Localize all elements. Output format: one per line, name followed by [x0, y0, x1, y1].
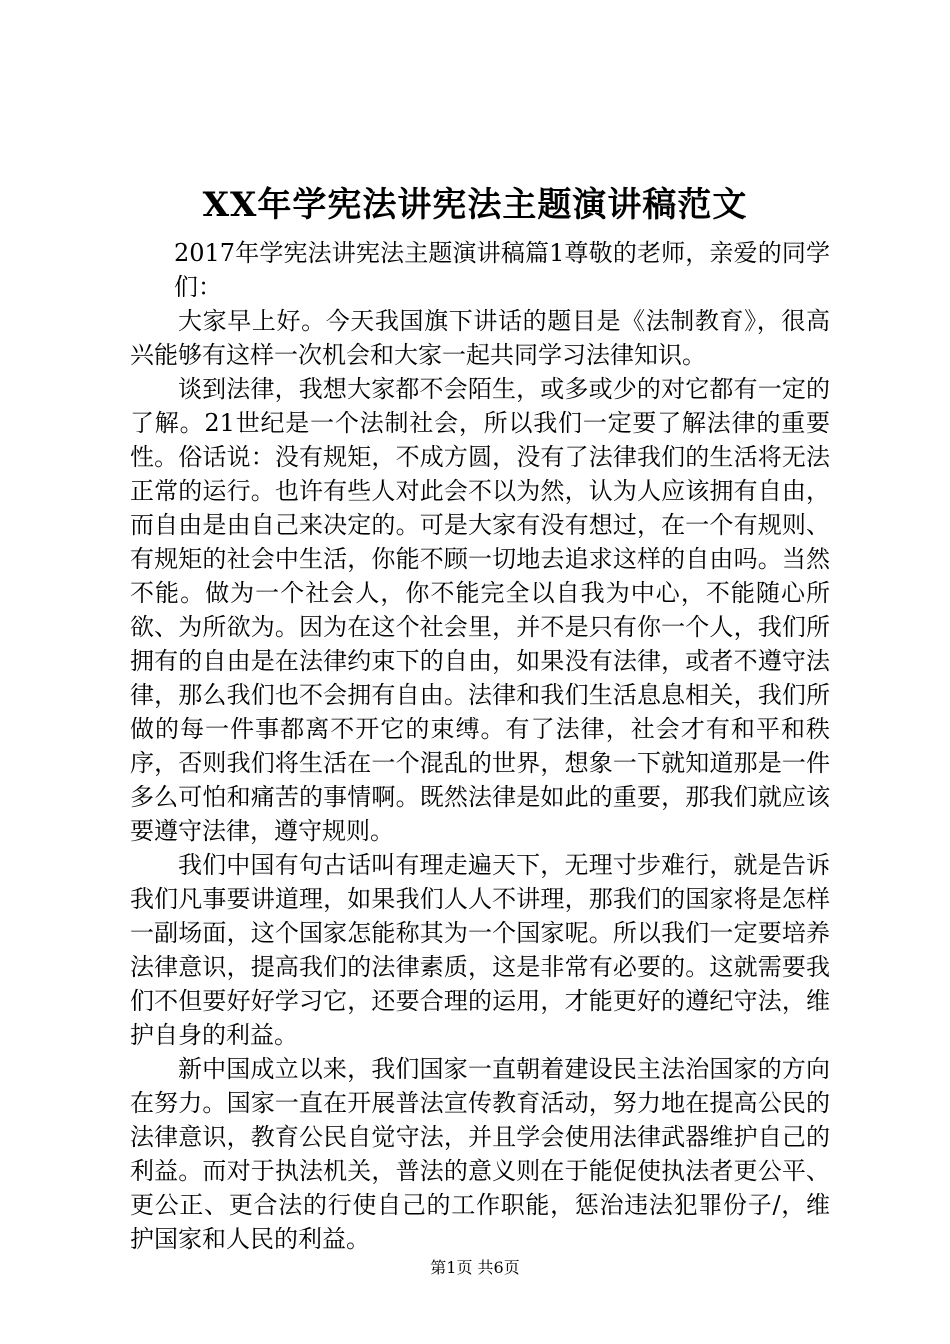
document-title: XX年学宪法讲宪法主题演讲稿范文 [202, 185, 748, 225]
page-number: 第1页 共6页 [430, 1258, 520, 1277]
body-paragraph: 新中国成立以来，我们国家一直朝着建设民主法治国家的方向在努力。国家一直在开展普法宣传教育活动，努力地在提高公民的法律意识，教育公民自觉守法，并且学会使用法律武器维护自己的利益。而对于执法机关，普法的意义则在于能促使执法者更公平、更公正、更合法的行使自己的工作职能，惩治违法犯罪份子/，维护国家和人民的利益。 [130, 1055, 830, 1253]
opening-paragraph: 2017年学宪法讲宪法主题演讲稿篇1尊敬的老师，亲爱的同学们： [174, 239, 830, 301]
document-body [130, 236, 830, 1256]
body-paragraph: 谈到法律，我想大家都不会陌生，或多或少的对它都有一定的了解。21世纪是一个法制社会，所以我们一定要了解法律的重要性。俗话说：没有规矩，不成方圆，没有了法律我们的生活将无法正常的运行。也许有些人对此会不以为然，认为人应该拥有自由，而自由是由自己来决定的。可是大家有没有想过，在一个有规则、有规矩的社会中生活，你能不顾一切地去追求这样的自由吗。当然不能。做为一个社会人，你不能完全以自我为中心，不能随心所欲、为所欲为。因为在这个社会里，并不是只有你一个人，我们所拥有的自由是在法律约束下的自由，如果没有法律，或者不遵守法律，那么我们也不会拥有自由。法律和我们生活息息相关，我们所做的每一件事都离不开它的束缚。有了法律，社会才有和平和秩序，否则我们将生活在一个混乱的世界，想象一下就知道那是一件多么可怕和痛苦的事情啊。既然法律是如此的重要，那我们就应该要遵守法律，遵守规则。 [130, 375, 830, 845]
body-paragraph: 我们中国有句古话叫有理走遍天下，无理寸步难行，就是告诉我们凡事要讲道理，如果我们人人不讲理，那我们的国家将是怎样一副场面，这个国家怎能称其为一个国家呢。所以我们一定要培养法律意识，提高我们的法律素质，这是非常有必要的。这就需要我们不但要好好学习它，还要合理的运用，才能更好的遵纪守法，维护自身的利益。 [130, 851, 830, 1049]
body-paragraph: 大家早上好。今天我国旗下讲话的题目是《法制教育》，很高兴能够有这样一次机会和大家一起共同学习法律知识。 [130, 307, 830, 369]
